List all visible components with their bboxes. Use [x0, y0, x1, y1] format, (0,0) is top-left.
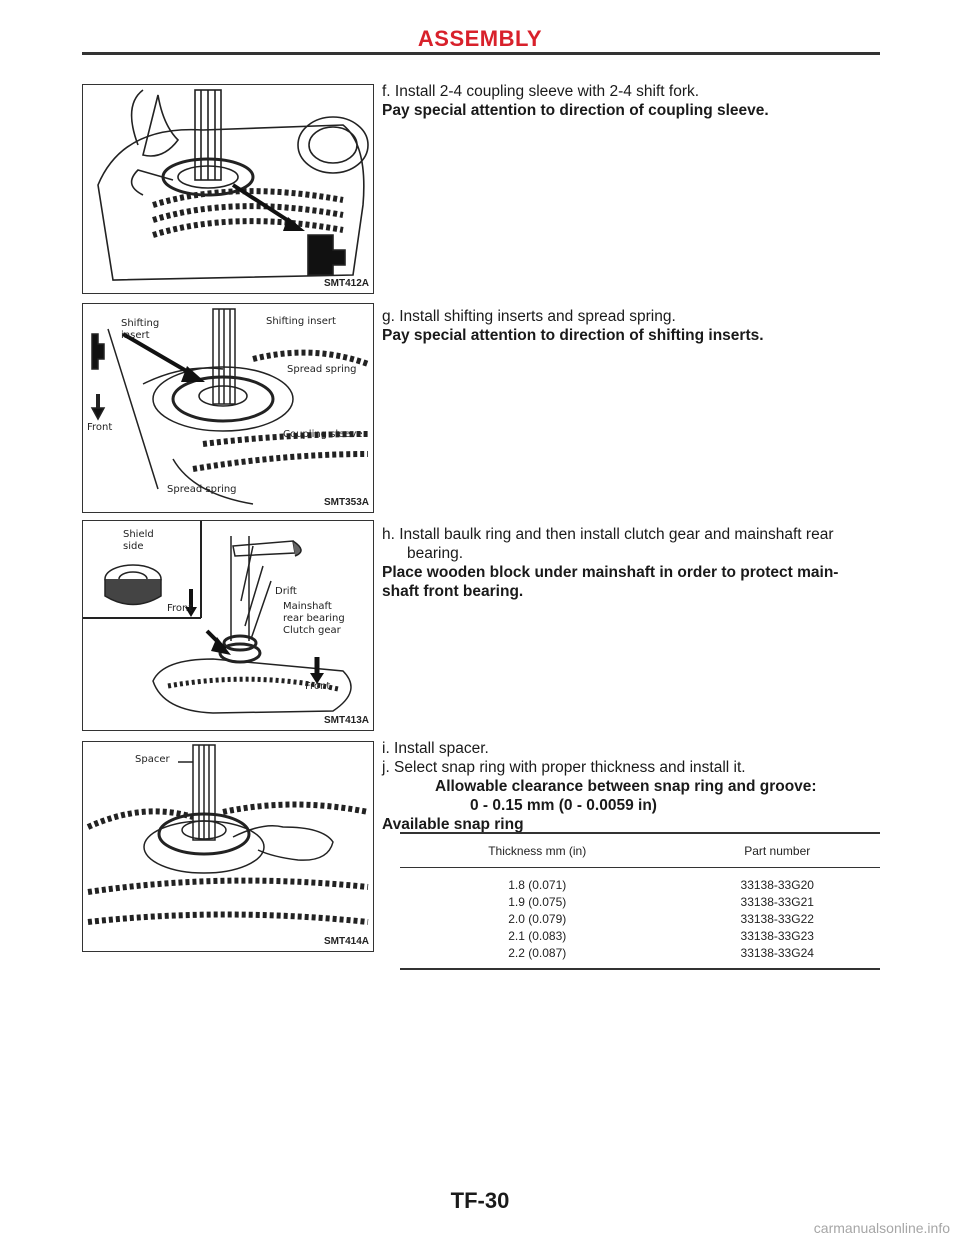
callout-front-inset: Front	[167, 603, 193, 614]
spec-clearance-value: 0 - 0.15 mm (0 - 0.0059 in)	[470, 797, 657, 814]
callout-clutch-gear: Clutch gear	[283, 625, 341, 636]
cell-part-number: 33138-33G24	[674, 945, 880, 969]
cell-thickness: 1.8 (0.071)	[508, 878, 567, 892]
table-row	[400, 945, 880, 969]
step-j-text: j. Select snap ring with proper thickness and install it.	[382, 759, 746, 776]
callout-rear-bearing: rear bearing	[283, 613, 345, 624]
watermark: carmanualsonline.info	[813, 1220, 950, 1236]
step-ij	[382, 739, 880, 834]
step-h-note-line2: shaft front bearing.	[382, 583, 524, 600]
cell-part-number: 33138-33G23	[740, 929, 814, 943]
figure-code: SMT413A	[323, 715, 369, 726]
figure-code: SMT414A	[323, 936, 369, 947]
callout-coupling-sleeve: Coupling sleeve	[283, 429, 363, 440]
column-header-thickness: Thickness mm (in)	[400, 833, 674, 868]
coupling-sleeve-illustration	[83, 85, 373, 293]
cell-thickness: 2.1 (0.083)	[508, 929, 567, 943]
step-h-text-line2: bearing.	[407, 545, 464, 562]
step-h-text-line1: h. Install baulk ring and then install clutch gear and mainshaft rear	[382, 526, 834, 543]
callout-shifting-insert-left: Shifting insert	[121, 318, 160, 341]
cell-thickness: 1.9 (0.075)	[508, 895, 567, 909]
step-i-text: i. Install spacer.	[382, 740, 489, 757]
header-rule	[82, 52, 880, 55]
step-h	[382, 525, 880, 601]
step-g	[382, 307, 880, 345]
figure-smt412a	[82, 84, 374, 294]
column-header-part-number: Part number	[674, 833, 880, 868]
callout-drift: Drift	[275, 586, 297, 597]
table-row	[400, 868, 880, 895]
snap-ring-table-title: Available snap ring	[382, 816, 524, 833]
callout-front: Front	[87, 422, 113, 433]
spacer-illustration	[83, 742, 373, 951]
cell-thickness: 2.0 (0.079)	[508, 912, 567, 926]
page-number: TF-30	[450, 1188, 510, 1213]
callout-mainshaft: Mainshaft	[283, 601, 332, 612]
callout-spread-spring-right: Spread spring	[287, 364, 357, 375]
cell-part-number: 33138-33G20	[740, 878, 814, 892]
cell-thickness: 2.2 (0.087)	[400, 945, 674, 969]
step-f-note: Pay special attention to direction of coupling sleeve.	[382, 102, 769, 119]
step-f	[382, 82, 880, 120]
figure-smt353a	[82, 303, 374, 513]
cell-part-number: 33138-33G21	[740, 895, 814, 909]
callout-spread-spring-bottom: Spread spring	[167, 484, 237, 495]
callout-shifting-insert-top: Shifting insert	[266, 316, 336, 327]
figure-code: SMT353A	[323, 497, 369, 508]
step-g-text: g. Install shifting inserts and spread spring.	[382, 308, 676, 325]
callout-spacer: Spacer	[135, 754, 170, 765]
figure-smt413a	[82, 520, 374, 731]
figure-code: SMT412A	[323, 278, 369, 289]
figure-smt414a	[82, 741, 374, 952]
table-row	[400, 894, 880, 911]
spec-clearance-label: Allowable clearance between snap ring and groove:	[435, 778, 817, 795]
callout-front-main: Front	[305, 681, 331, 692]
step-g-note: Pay special attention to direction of shifting inserts.	[382, 327, 764, 344]
table-row	[400, 928, 880, 945]
page-title: ASSEMBLY	[417, 26, 543, 51]
callout-shield-side: Shield side	[123, 529, 154, 552]
step-f-text: f. Install 2-4 coupling sleeve with 2-4 shift fork.	[382, 83, 700, 100]
table-header-row	[400, 833, 880, 868]
table-row	[400, 911, 880, 928]
cell-part-number: 33138-33G22	[740, 912, 814, 926]
step-h-note-line1: Place wooden block under mainshaft in order to protect main-	[382, 564, 839, 581]
snap-ring-table	[400, 832, 880, 970]
